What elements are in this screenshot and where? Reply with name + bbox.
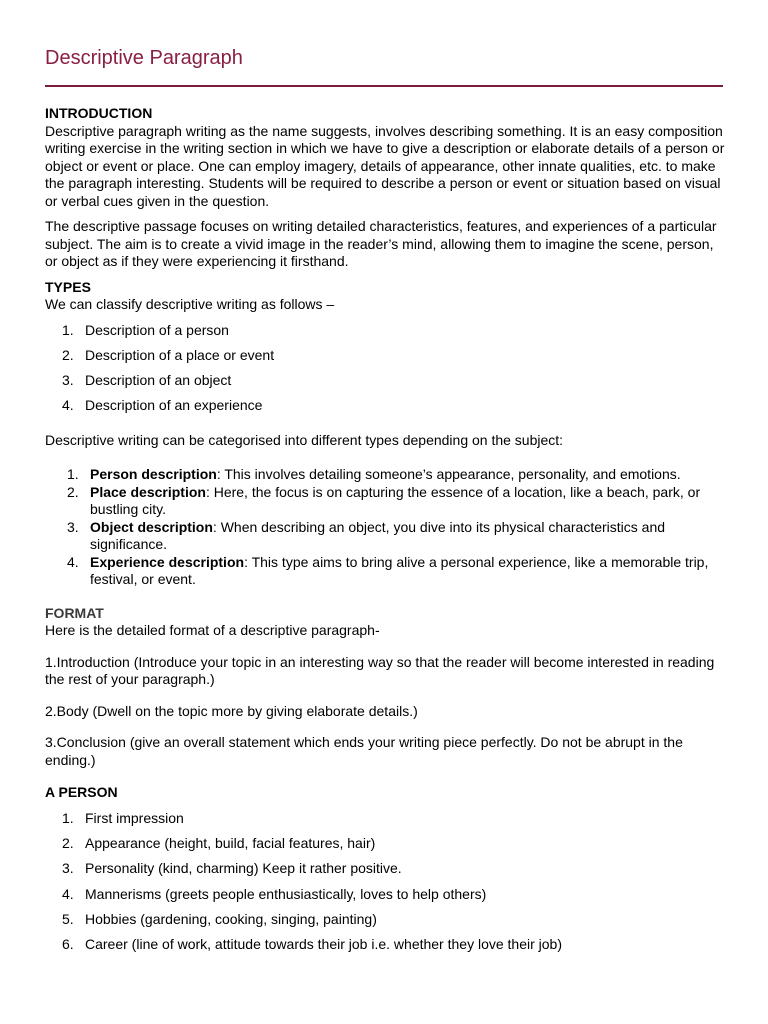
format-step: 1.Introduction (Introduce your topic in an interesting way so that the reader will become interested in reading the rest of your paragraph.) bbox=[45, 653, 715, 688]
category-term: Object description bbox=[90, 518, 213, 535]
list-item-text: Description of an object bbox=[85, 372, 232, 389]
title-divider bbox=[45, 85, 723, 87]
list-item bbox=[45, 810, 725, 828]
format-intro: Here is the detailed format of a descriptive paragraph- bbox=[45, 622, 380, 639]
list-item bbox=[45, 347, 725, 365]
list-number: 5. bbox=[62, 911, 74, 928]
list-item-text bbox=[90, 484, 725, 519]
list-number: 1. bbox=[62, 809, 74, 826]
list-number: 6. bbox=[62, 936, 74, 953]
list-item bbox=[45, 466, 725, 484]
list-item-text: Career (line of work, attitude towards their job i.e. whether they love their job) bbox=[85, 936, 563, 953]
categorised-intro: Descriptive writing can be categorised into different types depending on the subject: bbox=[45, 431, 564, 448]
types-heading: TYPES bbox=[45, 278, 91, 295]
category-term: Experience description bbox=[90, 553, 245, 570]
list-item-text bbox=[90, 554, 725, 589]
person-heading: A PERSON bbox=[45, 784, 118, 801]
list-item bbox=[45, 936, 725, 954]
list-item-text bbox=[90, 519, 725, 554]
list-number: 4. bbox=[62, 397, 74, 414]
list-item-text: Description of a place or event bbox=[85, 346, 275, 363]
list-item-text: First impression bbox=[85, 809, 184, 826]
list-item bbox=[45, 911, 725, 929]
list-item bbox=[45, 484, 725, 519]
list-item-text: Mannerisms (greets people enthusiastically, loves to help others) bbox=[85, 885, 487, 902]
introduction-paragraph-1: Descriptive paragraph writing as the name suggests, involves describing something. It is an easy composition writing exercise in the writing section in which we have to give a description or elaborate details of a person or object or event or place. One can employ imagery, details of appearance, other innate qualities, etc. to make the paragraph interesting. Students will be required to describe a person or event or situation based on visual or verbal cues given in the question. bbox=[45, 122, 725, 209]
format-step: 2.Body (Dwell on the topic more by giving elaborate details.) bbox=[45, 702, 418, 719]
list-item-text bbox=[90, 466, 681, 484]
list-item-text: Personality (kind, charming) Keep it rather positive. bbox=[85, 860, 402, 877]
list-item bbox=[45, 397, 725, 415]
document-page bbox=[45, 44, 725, 962]
list-number: 2. bbox=[62, 346, 74, 363]
list-item-text: Description of an experience bbox=[85, 397, 263, 414]
list-number: 1. bbox=[67, 466, 79, 483]
list-item-text: Hobbies (gardening, cooking, singing, painting) bbox=[85, 911, 377, 928]
list-number: 1. bbox=[62, 321, 74, 338]
category-description: : This type aims to bring alive a personal experience, like a memorable trip, festival, or event. bbox=[90, 553, 709, 588]
introduction-paragraph-2: The descriptive passage focuses on writing detailed characteristics, features, and experiences of a particular subject. The aim is to create a vivid image in the reader’s mind, allowing them to imagine the scene, person, or object as if they were experiencing it firsthand. bbox=[45, 218, 717, 269]
list-item bbox=[45, 372, 725, 390]
category-term: Place description bbox=[90, 483, 206, 500]
categories-list bbox=[45, 466, 725, 589]
list-number: 3. bbox=[62, 860, 74, 877]
list-number: 3. bbox=[62, 372, 74, 389]
list-number: 4. bbox=[62, 885, 74, 902]
person-list bbox=[45, 810, 725, 954]
list-item bbox=[45, 554, 725, 589]
list-number: 2. bbox=[67, 483, 79, 500]
format-step: 3.Conclusion (give an overall statement which ends your writing piece perfectly. Do not be abrupt in the ending.) bbox=[45, 734, 683, 768]
list-item bbox=[45, 519, 725, 554]
list-item-text: Description of a person bbox=[85, 321, 229, 338]
list-item bbox=[45, 322, 725, 340]
types-list bbox=[45, 322, 725, 415]
list-number: 3. bbox=[67, 518, 79, 535]
list-item bbox=[45, 835, 725, 853]
category-description: : When describing an object, you dive into its physical characteristics and significance. bbox=[90, 518, 666, 553]
list-item bbox=[45, 886, 725, 904]
list-item bbox=[45, 860, 725, 878]
page-title: Descriptive Paragraph bbox=[45, 47, 243, 69]
category-description: : Here, the focus is on capturing the essence of a location, like a beach, park, or bustling city. bbox=[90, 483, 701, 518]
introduction-heading: INTRODUCTION bbox=[45, 105, 153, 121]
types-intro: We can classify descriptive writing as follows – bbox=[45, 296, 335, 312]
category-term: Person description bbox=[90, 466, 217, 483]
list-number: 2. bbox=[62, 835, 74, 852]
list-item-text: Appearance (height, build, facial features, hair) bbox=[85, 835, 376, 852]
category-description: : This involves detailing someone’s appearance, personality, and emotions. bbox=[216, 466, 681, 483]
list-number: 4. bbox=[67, 553, 79, 570]
format-heading: FORMAT bbox=[45, 604, 104, 621]
